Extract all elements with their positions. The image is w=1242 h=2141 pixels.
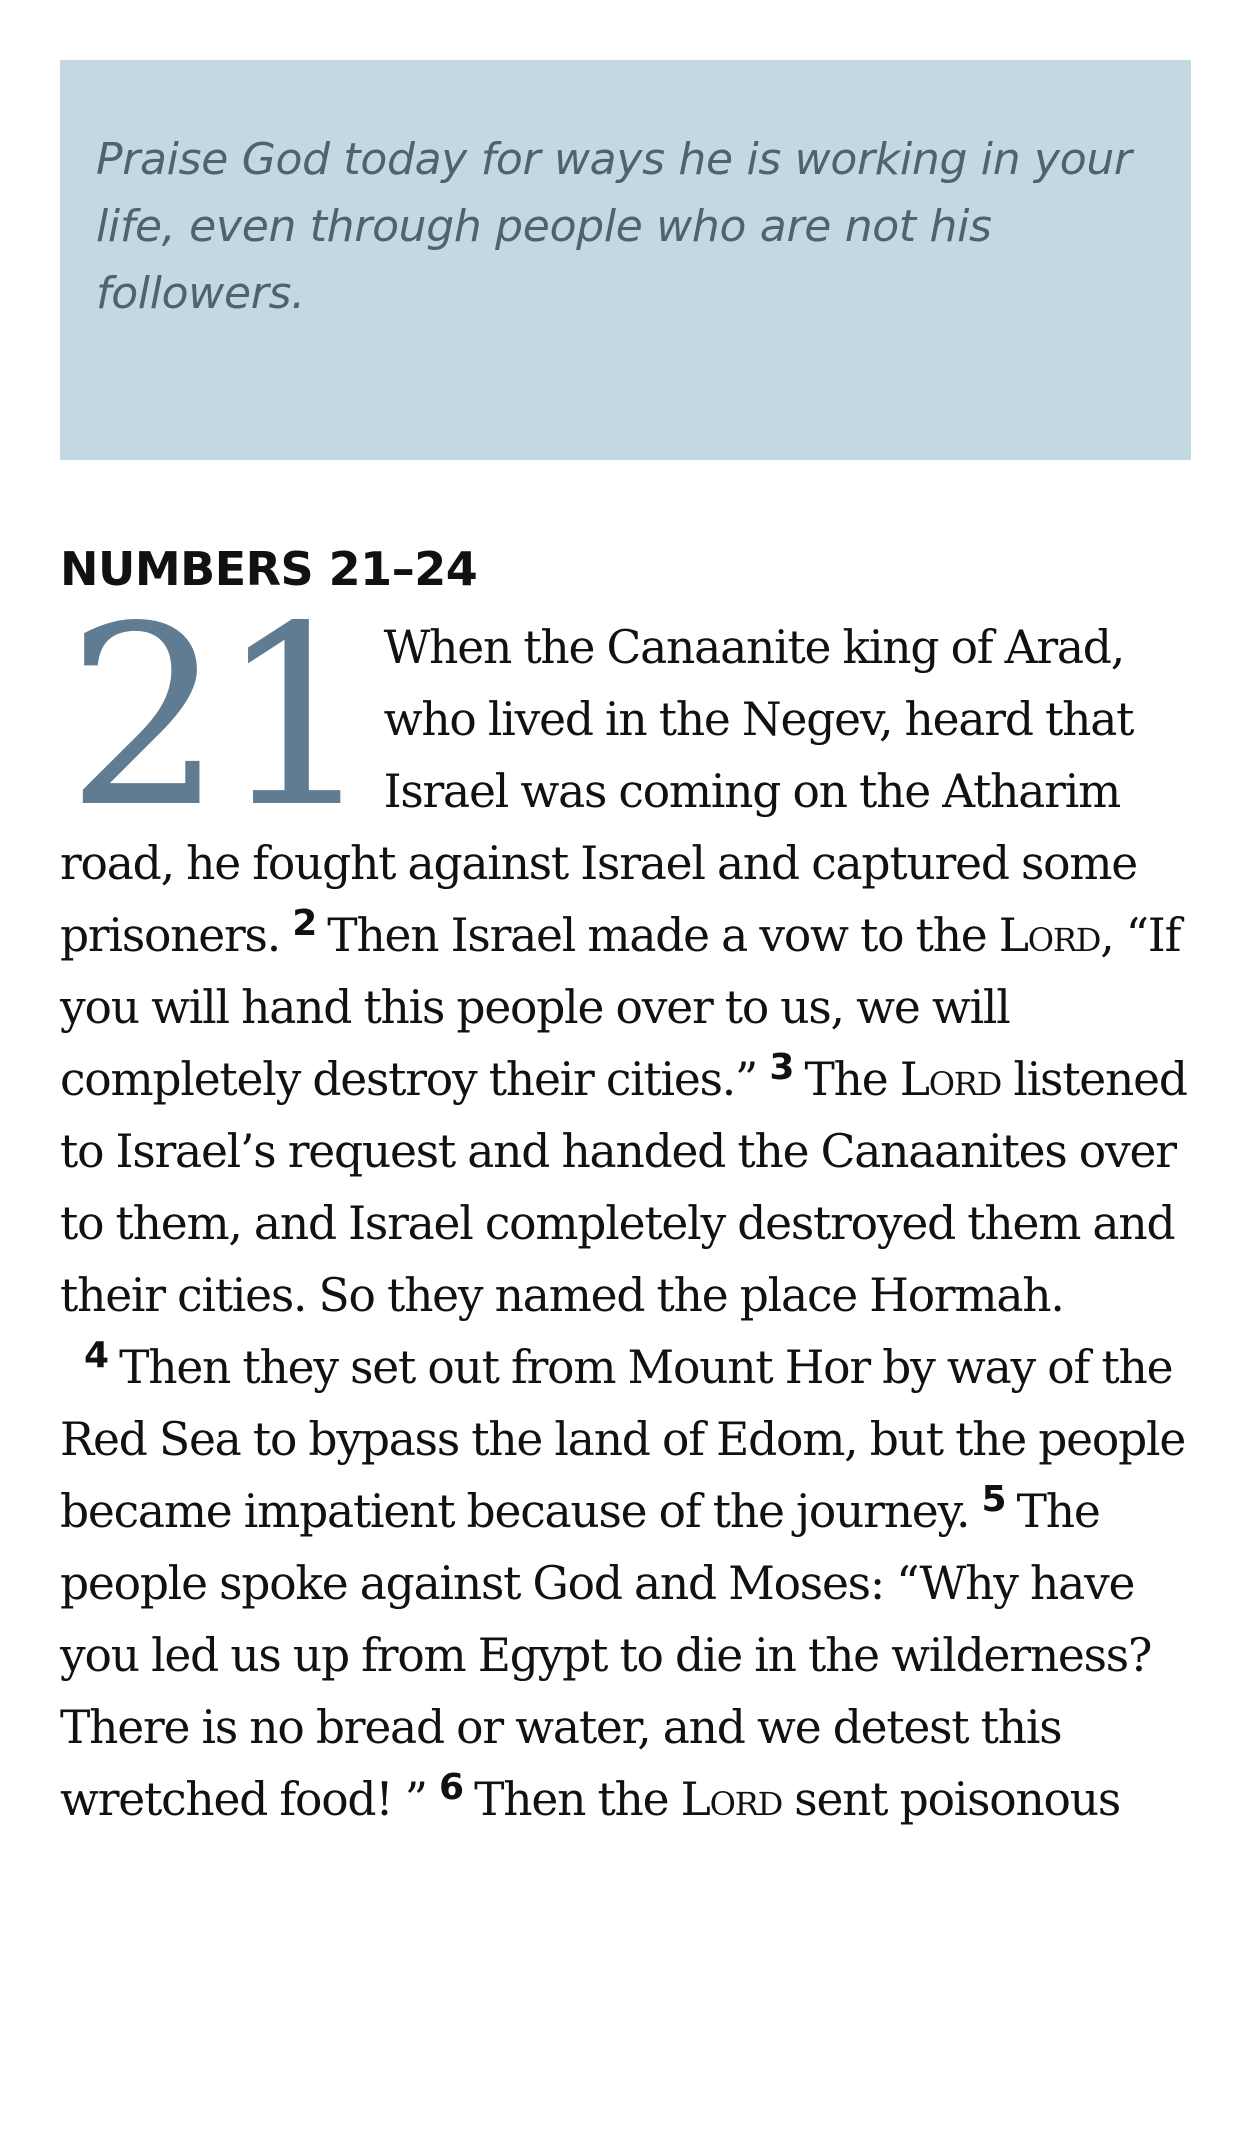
scripture-passage xyxy=(60,574,1191,1836)
passage-paragraph-2 xyxy=(60,1332,1191,1836)
passage-text: Then the xyxy=(474,1773,681,1826)
passage-text: Then Israel made a vow to the xyxy=(327,909,999,962)
passage-text: Then they set out from Mount Hor by way of the Red Sea to bypass the land of Edom, but the people became impatient because of the journey. xyxy=(60,1341,1186,1538)
chapter-number-dropcap: 21 xyxy=(66,574,370,862)
passage-text: listened to Israel’s request and handed the Canaanites over to them, and Israel completely destroyed them and their cities. So they named the place Hormah. xyxy=(60,1053,1187,1322)
verse-number: 5 xyxy=(981,1479,1007,1520)
prayer-callout xyxy=(60,60,1191,460)
verse-number: 3 xyxy=(769,1047,795,1088)
passage-text: sent poisonous xyxy=(782,1773,1121,1826)
passage-text: The people spoke against God and Moses: “Why have you led us up from Egypt to die in the wilderness? There is no bread or water, and we detest this wretched food! ” xyxy=(60,1485,1152,1826)
lord-small-caps: Lord xyxy=(998,909,1101,962)
verse-number: 4 xyxy=(84,1335,110,1376)
lord-small-caps: Lord xyxy=(680,1773,783,1826)
prayer-text: Praise God today for ways he is working in your life, even through people who are not his followers. xyxy=(96,134,1132,319)
passage-text: When the Canaanite king of Arad, who lived in the Negev, heard that Israel was coming on the Atharim road, he fought against Israel and captured some prisoners. xyxy=(60,621,1138,962)
verse-number: 2 xyxy=(292,903,318,944)
lord-small-caps: Lord xyxy=(899,1053,1002,1106)
reading-heading: NUMBERS 21–24 xyxy=(60,542,478,596)
passage-paragraph-1 xyxy=(60,574,1191,1332)
verse-number: 6 xyxy=(439,1767,465,1808)
passage-text: The xyxy=(804,1053,900,1106)
passage-text: , “If you will hand this people over to us, we will completely destroy their cities.” xyxy=(60,909,1181,1106)
